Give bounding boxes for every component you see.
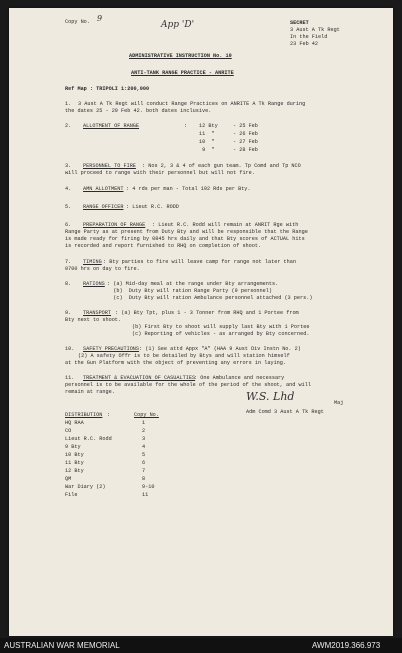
para-4-number: 4. [65,186,72,192]
para-10-line-2: (2) A safety Offr is to be detailed by Btys and will station himself [78,353,290,359]
para-6-line-3: is made ready for firing by 0845 hrs daily and that Bty scores of ACTUAL hits [65,236,305,242]
classification-unit: 3 Aust A Tk Regt [290,27,340,33]
signature-rank: Maj [334,400,344,406]
distribution-copy: 4 [142,444,146,450]
rations-item: (b) Duty Bty will ration Range Party (9 personnel) [107,288,272,294]
appendix-annotation: App 'D' [161,20,195,30]
distribution-heading: DISTRIBUTION [65,412,103,418]
para-7-number: 7. [65,259,72,265]
para-11-line-3: remain at range. [65,389,115,395]
footer-accession-number: AWM2019.366.973 [312,641,381,650]
distribution-name: 12 Bty [65,468,84,474]
para-6-line-2: Range Party as at present from Duty Bty and will be responsible that the Range [65,229,308,235]
distribution-copy: 2 [142,428,146,434]
para-3-line-1: : Nos 2, 3 & 4 of each gun team. Tp Comd and Tp NCO [142,163,301,169]
para-3-number: 3. [65,163,72,169]
distribution-copy: 9-10 [142,484,155,490]
range-bty: 12 Bty [199,123,218,129]
signature-line: Adm Comd 3 Aust A Tk Regt [246,409,324,415]
para-1-line-2: the dates 25 - 29 Feb 42. both dates inclusive. [65,108,212,114]
classification-date: 23 Feb 42 [290,41,319,47]
para-11-line-2: personnel is to be available for the whole of the period of the shoot, and will [65,382,311,388]
distribution-name: Lieut R.C. Rodd [65,436,112,442]
range-date: - 28 Feb [233,147,258,153]
transport-item: (b) First Bty to shoot will supply last Bty with 1 Portee [132,324,310,330]
para-4-text: : 4 rds per man - Total 192 Rds per Bty. [126,186,251,192]
classification-location: In the Field [290,34,328,40]
document-title: ADMINISTRATIVE INSTRUCTION No. 10 [129,53,232,59]
para-9-heading: TRANSPORT [83,310,112,316]
para-6-line-4: is recorded and report furnished to RHQ on completion of shoot. [65,243,262,249]
transport-item: : (a) Bty Tpt, plus 1 - 3 Tonner from RHQ and 1 Portee from [115,310,299,316]
rations-item: : (a) Mid-day meal at the range under Bty arrangements. [107,281,279,287]
distribution-name: War Diary (2) [65,484,106,490]
transport-item: Bty next to shoot. [65,317,122,323]
footer-institution: AUSTRALIAN WAR MEMORIAL [4,641,120,650]
distribution-name: File [65,492,78,498]
para-8-number: 8. [65,281,72,287]
rations-item: (c) Duty Bty will ration Ambulance personnel attached (3 pers.) [107,295,313,301]
para-4-heading: AMN ALLOTMENT [83,186,124,192]
distribution-copy-header: Copy No. [134,412,159,418]
para-5-text: : Lieut R.C. RODD [126,204,179,210]
range-bty: 11 " [199,131,215,137]
para-7-heading: TIMING [83,259,102,265]
signature: W.S. Lhd [246,390,295,403]
document-page [9,8,393,636]
copy-label: Copy No. [65,19,90,25]
para-10-heading: SAFETY PRECAUTIONS [83,346,140,352]
range-date: - 26 Feb [233,131,258,137]
para-2-colon: : [184,123,188,129]
distribution-copy: 3 [142,436,146,442]
classification-secret: SECRET [290,20,309,26]
document-subtitle: ANTI-TANK RANGE PRACTICE - ANRITE [131,70,234,76]
para-10-number: 10. [65,346,75,352]
para-7-line-1: : Bty parties to fire will leave camp for range not later than [103,259,297,265]
distribution-copy: 6 [142,460,146,466]
distribution-name: 11 Bty [65,460,84,466]
para-7-line-2: 0700 hrs on day to fire. [65,266,140,272]
distribution-copy: 11 [142,492,149,498]
range-date: - 27 Feb [233,139,258,145]
distribution-copy: 1 [142,420,146,426]
para-3-heading: PERSONNEL TO FIRE [83,163,136,169]
copy-number: 9 [97,14,103,23]
distribution-name: HQ RAA [65,420,84,426]
distribution-name: QM [65,476,72,482]
para-8-heading: RATIONS [83,281,105,287]
distribution-copy: 8 [142,476,146,482]
para-10-line-1: : (1) See attd Appx "A" (HAA 9 Aust Div Instn No. 2) [139,346,301,352]
para-2-number: 2. [65,123,72,129]
distribution-copy: 5 [142,452,146,458]
para-9-number: 9. [65,310,72,316]
para-11-number: 11. [65,375,75,381]
para-10-line-3: at the Gun Platform with the object of preventing any errors in laying. [65,360,287,366]
distribution-name: 9 Bty [65,444,81,450]
para-2-heading: ALLOTMENT OF RANGE [83,123,140,129]
distribution-colon: : [107,412,111,418]
range-bty: 10 " [199,139,215,145]
para-11-line-1: : One Ambulance and necessary [194,375,285,381]
distribution-copy: 7 [142,468,146,474]
range-bty: 9 " [199,147,215,153]
reference-map: Ref Map : TRIPOLI 1:200,000 [65,86,150,92]
archive-footer [0,638,402,653]
distribution-name: 10 Bty [65,452,84,458]
para-6-line-1: : Lieut R.C. Rodd will remain at ANRIT Rge with [152,222,299,228]
para-3-line-2: will proceed to range with their personnel but will not fire. [65,170,255,176]
para-5-number: 5. [65,204,72,210]
distribution-name: CO [65,428,72,434]
range-date: - 25 Feb [233,123,258,129]
transport-item: (c) Reporting of vehicles - as arranged by Bty concerned. [132,331,310,337]
para-11-heading: TREATMENT & EVACUATION OF CASUALTIES [83,375,196,381]
para-1-number: 1. [65,101,72,107]
para-6-number: 6. [65,222,72,228]
para-1-line-1: 3 Aust A Tk Regt will conduct Range Practices on ANRITE A Tk Range during [78,101,306,107]
para-6-heading: PREPARATION OF RANGE [83,222,146,228]
para-5-heading: RANGE OFFICER [83,204,124,210]
